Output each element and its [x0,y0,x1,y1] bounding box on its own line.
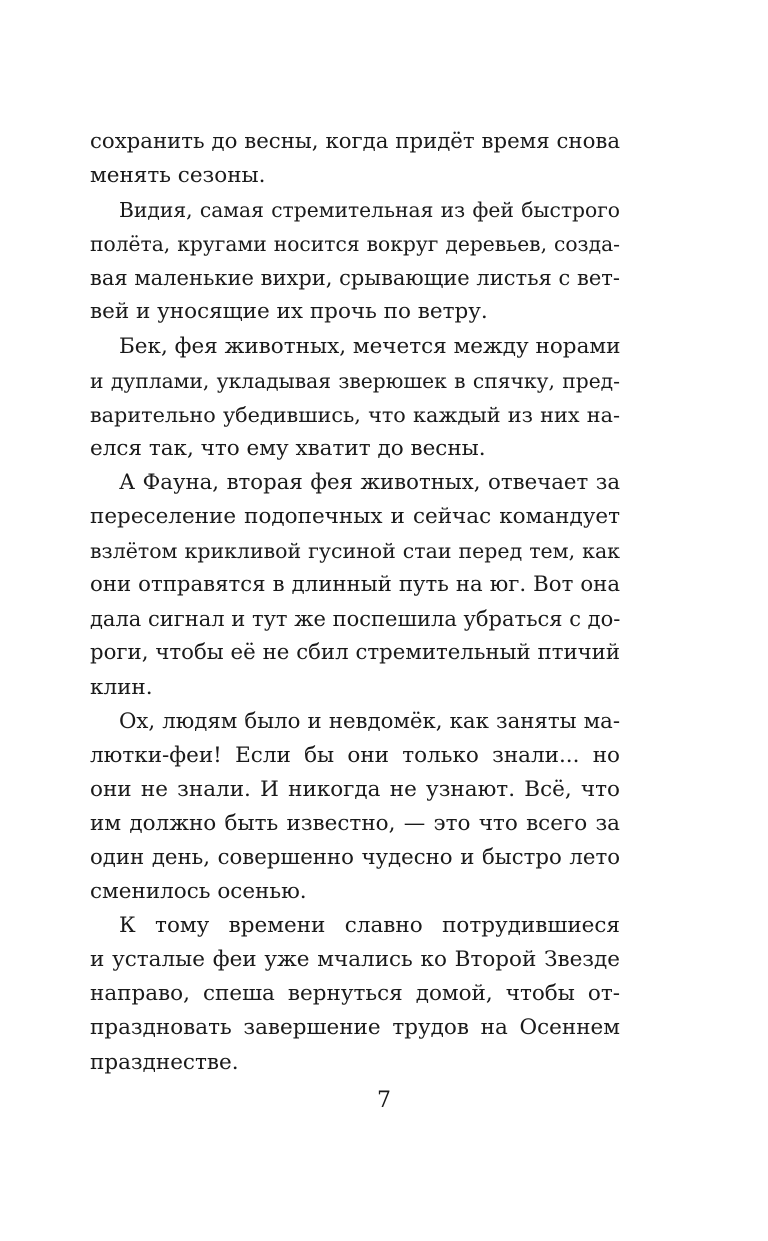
paragraph [90,909,620,1079]
text-line: Бек, фея животных, мечется между норами [119,333,621,359]
text-line: они отправятся в длинный путь на юг. Вот она [90,572,620,598]
text-line: клин. [90,674,153,700]
page-number: 7 [377,1088,391,1113]
text-line: вей и уносящие их прочь по ветру. [90,299,488,325]
paragraph [90,125,620,193]
text-line: один день, совершенно чудесно и быстро лето [90,844,620,870]
text-line: переселение подопечных и сейчас командует [90,504,620,530]
text-line: дала сигнал и тут же поспешила убраться с до- [90,607,621,632]
paragraph [90,705,620,910]
text-line: К тому времени славно потрудившиеся [119,913,620,939]
text-line: Видия, самая стремительная из фей быстрого [119,198,620,223]
text-line: направо, спеша вернуться домой, чтобы от- [90,981,620,1007]
text-line: варительно убедившись, что каждый из них на- [90,402,620,427]
text-line: сохранить до весны, когда придёт время снова [90,129,620,154]
paragraph [90,466,620,705]
text-line: А Фауна, вторая фея животных, отвечает за [119,469,620,495]
text-line: и дуплами, укладывая зверюшек в спячку, пред- [90,368,620,393]
paragraph [90,330,620,466]
text-line: взлётом крикливой гусиной стаи перед тем, как [90,539,620,564]
text-line: полёта, кругами носится вокруг деревьев, созда- [90,232,620,257]
text-line: празднестве. [90,1049,239,1075]
text-line: менять сезоны. [90,163,266,189]
text-line: роги, чтобы её не сбил стремительный птичий [90,640,620,666]
text-line: праздновать завершение трудов на Осеннем [90,1015,620,1041]
text-line: им должно быть известно, — это что всего за [90,810,620,836]
page-text [90,125,620,1080]
text-line: сменилось осенью. [90,879,307,905]
text-line: вая маленькие вихри, срывающие листья с вет- [90,266,620,291]
text-line: лютки-феи! Если бы они только знали... но [90,742,620,768]
text-line: они не знали. И никогда не узнают. Всё, что [90,776,620,802]
text-line: и усталые феи уже мчались ко Второй Звезде [90,947,620,973]
text-line: елся так, что ему хватит до весны. [90,435,486,461]
text-line: Ох, людям было и невдомёк, как заняты ма- [119,708,620,734]
paragraph [90,193,620,329]
